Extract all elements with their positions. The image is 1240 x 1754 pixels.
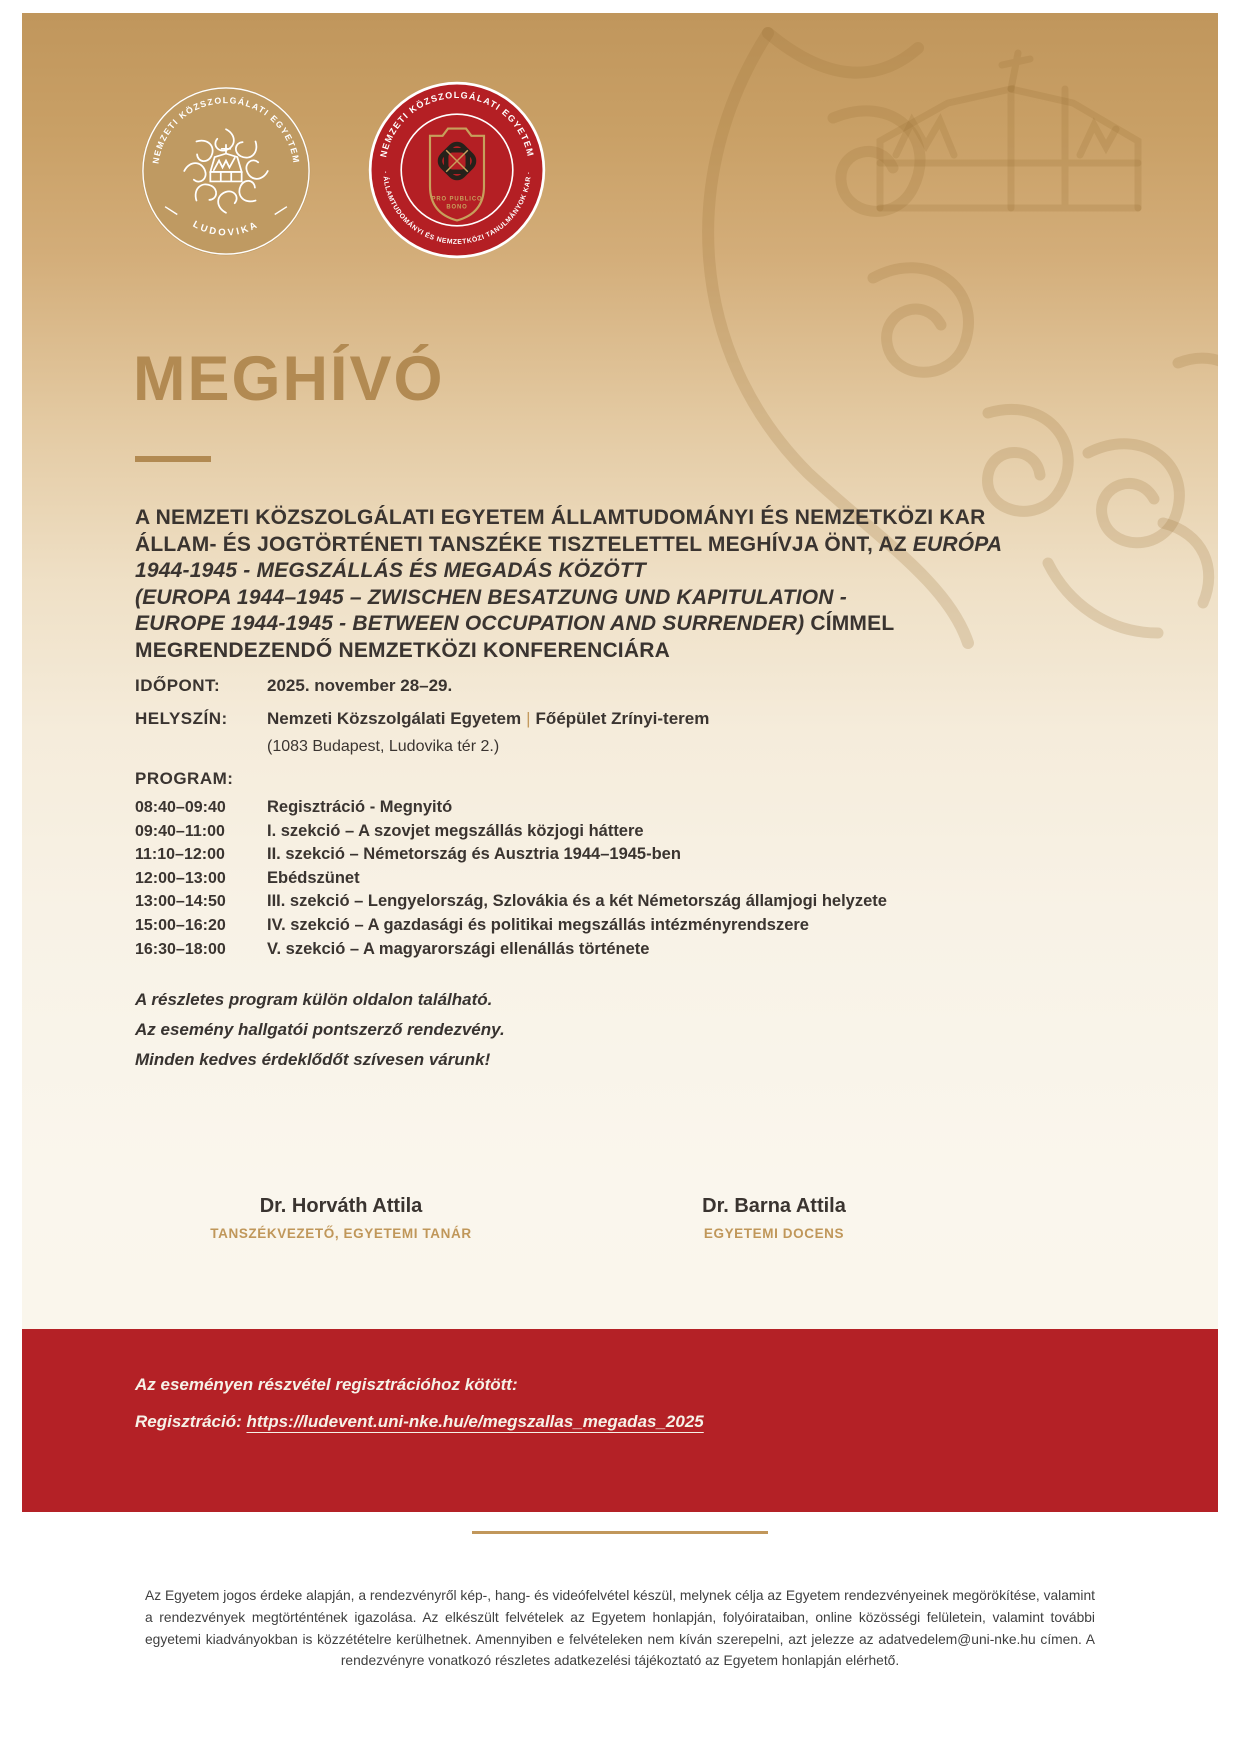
notes-block [135,985,505,1075]
program-item-time: 08:40–09:40 [135,799,226,816]
date-row [135,676,1035,696]
program-item-title: Ebédszünet [267,868,360,887]
intro-segment: ÁLLAM- ÉS JOGTÖRTÉNETI TANSZÉKE TISZTELETTEL MEGHÍVJA ÖNT, AZ [135,532,913,556]
program-item [135,796,1135,820]
program-item-title: I. szekció – A szovjet megszállás közjogi háttere [267,821,644,840]
program-item [135,867,1135,891]
ludovika-ring-text-bottom: LUDOVIKA [190,218,262,239]
venue-main: Nemzeti Közszolgálati Egyetem [267,709,522,728]
venue-address: (1083 Budapest, Ludovika tér 2.) [267,738,500,755]
program-item-title: IV. szekció – A gazdasági és politikai megszállás intézményrendszere [267,915,809,934]
gradient-panel [22,13,1218,1512]
intro-segment: MEGRENDEZENDŐ NEMZETKÖZI KONFERENCIÁRA [135,638,670,662]
ludovika-university-logo [139,84,313,258]
faculty-seal-logo [367,80,547,260]
program-label: PROGRAM: [135,769,234,788]
faculty-motto-line1: PRO PUBLICO [431,196,483,203]
intro-segment: A NEMZETI KÖZSZOLGÁLATI EGYETEM ÁLLAMTUDOMÁNYI ÉS NEMZETKÖZI KAR [135,506,986,529]
faculty-motto-line2: BONO [446,204,468,211]
program-item [135,890,1135,914]
registration-label: Regisztráció: [135,1412,247,1431]
faculty-ring-text-top: NEMZETI KÖZSZOLGÁLATI EGYETEM [378,89,536,159]
program-item [135,820,1135,844]
ludovika-ring-text-top: NEMZETI KÖZSZOLGÁLATI EGYETEM [150,95,302,165]
event-details [135,676,1035,756]
program-item-title: III. szekció – Lengyelország, Szlovákia és a két Németország államjogi helyzete [267,892,887,911]
footer-rule [472,1531,768,1534]
faculty-ring-text-bottom: · ÁLLAMTUDOMÁNYI ÉS NEMZETKÖZI TANULMÁNYOK KAR · [381,171,533,246]
note-line: A részletes program külön oldalon található. [135,990,493,1009]
date-label: IDŐPONT: [135,676,221,695]
program-item-title: II. szekció – Németország és Ausztria 1944–1945-ben [267,845,681,864]
intro-segment: EURÓPA [912,532,1003,556]
program-item-time: 13:00–14:50 [135,893,226,911]
venue-label: HELYSZÍN: [135,709,228,728]
signer-name: Dr. Horváth Attila [259,1195,423,1217]
note-line: Minden kedves érdeklődőt szívesen várunk! [135,1050,491,1069]
program-item-title: Regisztráció - Megnyitó [267,798,453,816]
program-list [135,796,1135,961]
program-section [135,769,1135,961]
intro-paragraph [135,505,1145,664]
program-item [135,914,1135,938]
registration-note: Az eseményen részvétel regisztrációhoz kötött: [135,1375,518,1394]
program-item-time: 15:00–16:20 [135,916,226,934]
page-title: MEGHÍVÓ [133,344,445,414]
program-item-time: 16:30–18:00 [135,940,226,958]
program-item [135,843,1135,867]
signature-block-1 [196,1195,486,1241]
signer-role: TANSZÉKVEZETŐ, EGYETEMI TANÁR [210,1226,472,1241]
date-value: 2025. november 28–29. [267,676,453,695]
venue-row [135,709,1035,729]
note-line: Az esemény hallgatói pontszerző rendezvény. [135,1020,505,1039]
signature-block-2 [634,1195,914,1241]
program-item [135,938,1135,962]
intro-segment: (EUROPA 1944–1945 – ZWISCHEN BESATZUNG UND KAPITULATION - [135,585,847,609]
signer-name: Dr. Barna Attila [702,1195,846,1217]
venue-separator: | [526,709,531,728]
registration-link[interactable]: https://ludevent.uni-nke.hu/e/megszallas_megadas_2025 [246,1412,704,1431]
intro-segment: 1944-1945 - MEGSZÁLLÁS ÉS MEGADÁS KÖZÖTT [135,559,646,582]
intro-segment: EUROPE 1944-1945 - BETWEEN OCCUPATION AND SURRENDER) [135,612,805,635]
program-item-time: 12:00–13:00 [135,869,226,887]
program-item-time: 09:40–11:00 [135,822,225,840]
legal-footer-text: Az Egyetem jogos érdeke alapján, a rendezvényről kép-, hang- és videófelvétel készül, melynek célja az Egyetem rendezvényeinek megörökítése, valamint a rendezvények megtörténtének igazolása. Az elkészült felvételek az Egyetem honlapján, folyóirataiban, online közösségi felületein, valamint további egyetemi kiadványokban is közzétételre kerülhetnek. Amennyiben e felvételeken nem kíván szerepelni, azt jelezze az adatvedelem@uni-nke.hu címen. A rendezvényre vonatkozó részletes adatkezelési tájékoztató az Egyetem honlapján elérhető. [145,1588,1095,1669]
program-item-time: 11:10–12:00 [135,846,225,864]
program-item-title: V. szekció – A magyarországi ellenállás története [267,939,650,958]
title-rule [135,456,211,462]
registration-line [135,1412,1218,1432]
registration-banner [22,1329,1218,1512]
signer-role: EGYETEMI DOCENS [703,1226,845,1241]
intro-segment: CÍMMEL [804,612,895,635]
venue-value [267,709,709,729]
venue-room: Főépület Zrínyi-terem [535,709,710,728]
